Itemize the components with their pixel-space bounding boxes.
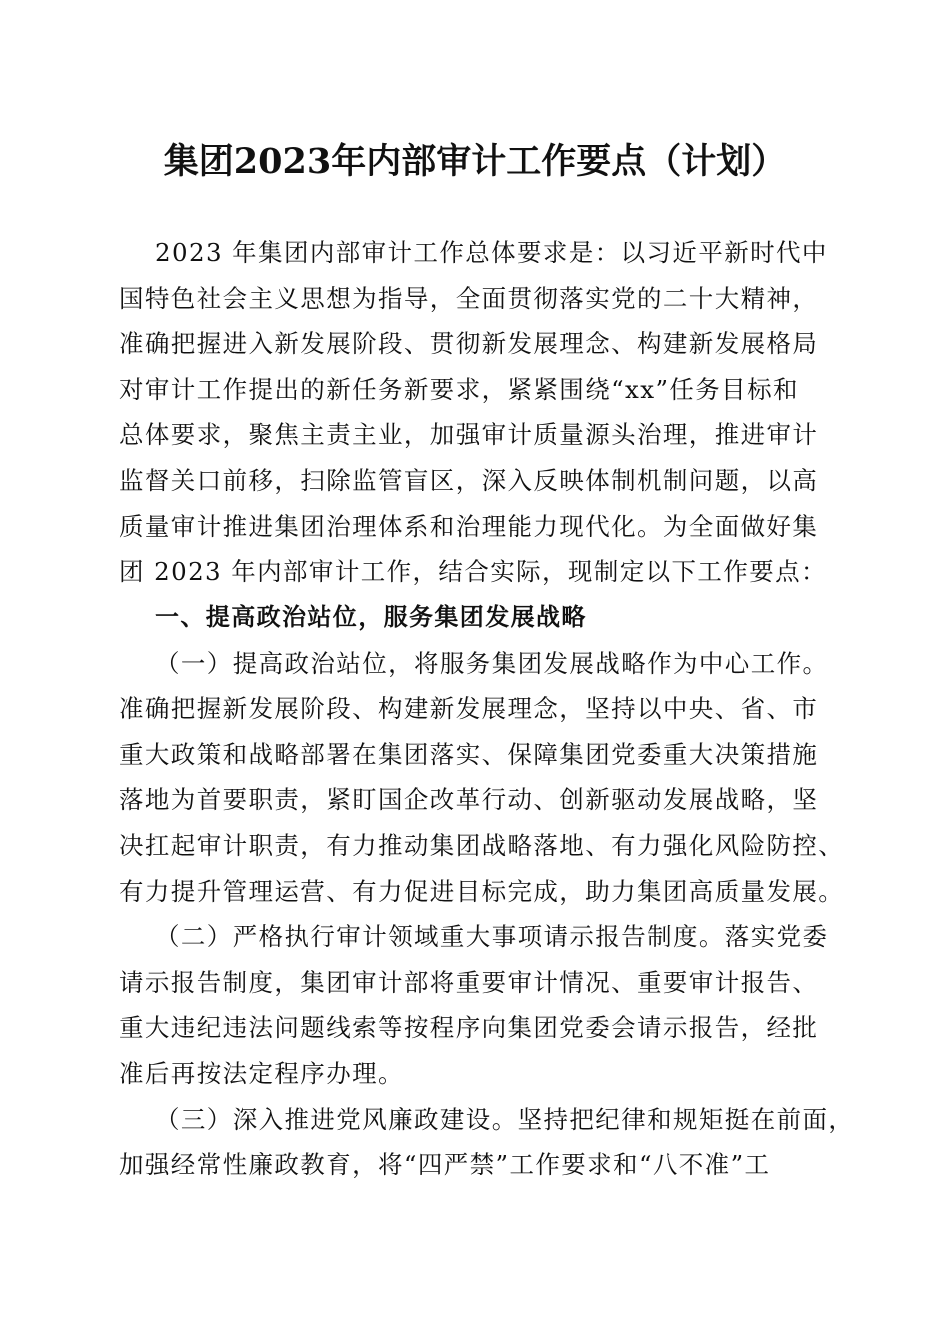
paragraph-line: 质量审计推进集团治理体系和治理能力现代化。为全面做好集 xyxy=(119,511,819,541)
paragraph-line: 准确把握进入新发展阶段、贯彻新发展理念、构建新发展格局 xyxy=(119,329,819,359)
paragraph-line: 重大违纪违法问题线索等按程序向集团党委会请示报告，经批 xyxy=(119,1013,819,1043)
paragraph-line: 团 2023 年内部审计工作，结合实际，现制定以下工作要点： xyxy=(119,557,827,587)
paragraph-line: 请示报告制度，集团审计部将重要审计情况、重要审计报告、 xyxy=(119,967,819,997)
document-title: 集团2023年内部审计工作要点（计划） xyxy=(163,141,787,182)
section-one xyxy=(119,595,855,1188)
paragraph-line: 落地为首要职责，紧盯国企改革行动、创新驱动发展战略，坚 xyxy=(119,785,819,815)
paragraph-line: 决扛起审计职责，有力推动集团战略落地、有力强化风险防控、 xyxy=(119,830,845,860)
paragraph-line: 总体要求，聚焦主责主业，加强审计质量源头治理，推进审计 xyxy=(119,420,819,450)
paragraph-line: 2023 年集团内部审计工作总体要求是：以习近平新时代中 xyxy=(155,238,828,267)
paragraph-line: （二）严格执行审计领域重大事项请示报告制度。落实党委 xyxy=(155,922,829,952)
intro-paragraph xyxy=(119,230,839,595)
paragraph-line: 监督关口前移，扫除监管盲区，深入反映体制机制问题，以高 xyxy=(119,465,819,495)
paragraph-line: 有力提升管理运营、有力促进目标完成，助力集团高质量发展。 xyxy=(119,876,845,906)
paragraph-line: 准后再按法定程序办理。 xyxy=(119,1058,404,1088)
section-heading: 一、提高政治站位，服务集团发展战略 xyxy=(155,603,587,631)
paragraph-line: （一）提高政治站位，将服务集团发展战略作为中心工作。 xyxy=(155,648,829,678)
paragraph-line: 重大政策和战略部署在集团落实、保障集团党委重大决策措施 xyxy=(119,739,819,769)
paragraph-line: （三）深入推进党风廉政建设。坚持把纪律和规矩挺在前面， xyxy=(155,1104,855,1134)
paragraph-line: 准确把握新发展阶段、构建新发展理念，坚持以中央、省、市 xyxy=(119,694,819,724)
paragraph-line: 对审计工作提出的新任务新要求，紧紧围绕“xx”任务目标和 xyxy=(119,374,799,404)
paragraph-line: 国特色社会主义思想为指导，全面贯彻落实党的二十大精神， xyxy=(119,283,819,313)
paragraph-line: 加强经常性廉政教育，将“四严禁”工作要求和“八不准”工 xyxy=(119,1150,771,1180)
